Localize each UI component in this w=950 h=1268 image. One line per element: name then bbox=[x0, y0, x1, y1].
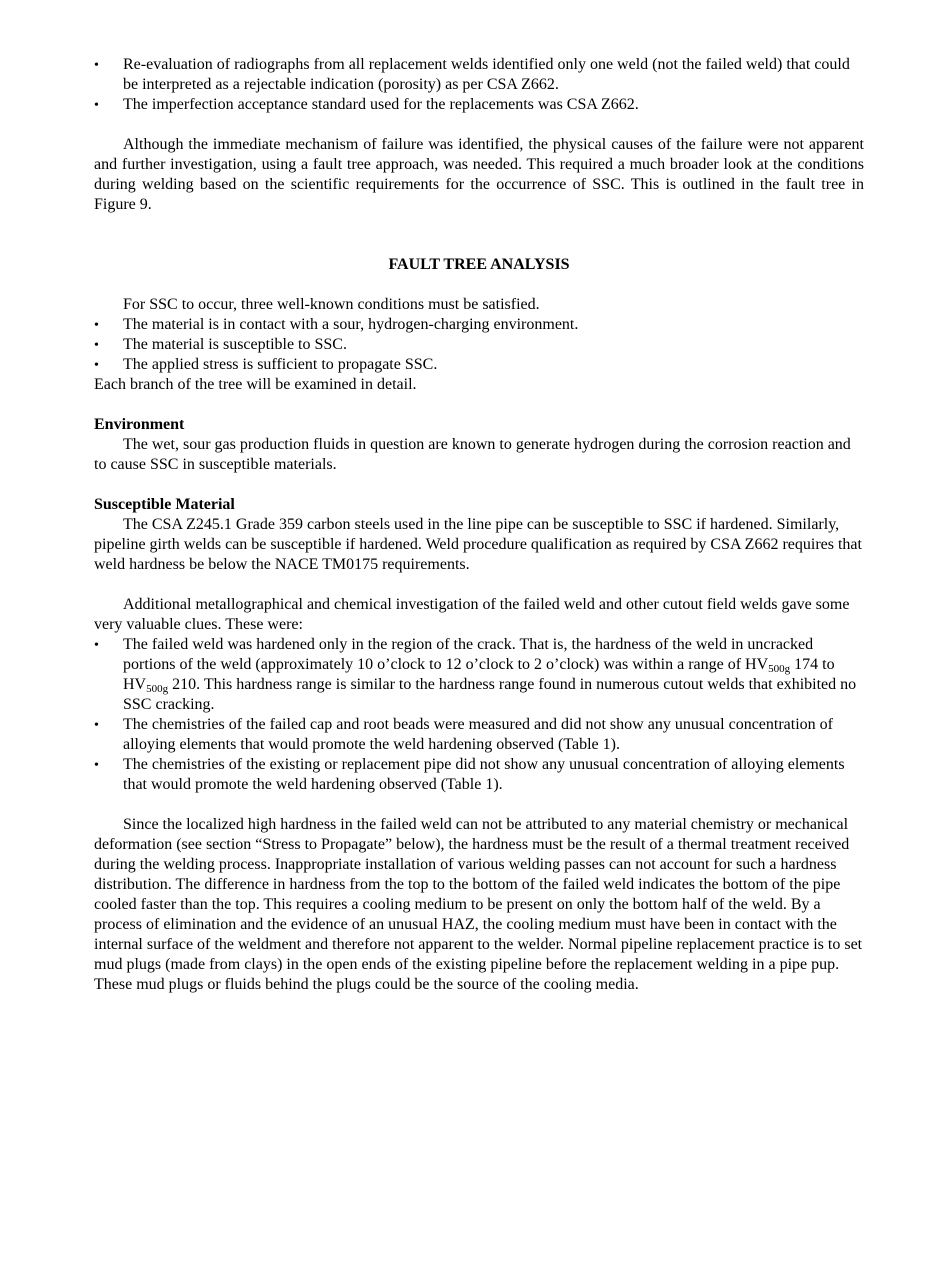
list-item bbox=[94, 355, 864, 375]
list-item bbox=[94, 95, 864, 115]
conditions-list bbox=[94, 315, 864, 375]
bullet-icon bbox=[94, 95, 123, 116]
list-item bbox=[94, 755, 864, 795]
bullet-text: The chemistries of the existing or replacement pipe did not show any unusual concentration of alloying elements that would promote the weld hardening observed (Table 1). bbox=[123, 756, 845, 793]
document-page bbox=[94, 55, 864, 995]
bullet-text: The material is susceptible to SSC. bbox=[123, 336, 347, 353]
environment-heading: Environment bbox=[94, 416, 185, 433]
bullet-icon bbox=[94, 355, 123, 376]
bullet-icon bbox=[94, 55, 123, 76]
bullet-icon bbox=[94, 755, 123, 776]
intro-bullet-list bbox=[94, 55, 864, 115]
bullet-text: The applied stress is sufficient to propagate SSC. bbox=[123, 356, 438, 373]
clues-list bbox=[94, 635, 864, 795]
list-item bbox=[94, 635, 864, 715]
bullet-icon bbox=[94, 715, 123, 736]
conclusion-paragraph: Since the localized high hardness in the failed weld can not be attributed to any material chemistry or mechanical deformation (see section “Stress to Propagate” below), the hardness must be the result of a thermal treatment received during the welding process. Inappropriate installation of various welding passes can not account for such a hardness distribution. The difference in hardness from the top to the bottom of the failed weld indicates the bottom of the pipe cooled faster than the top. This requires a cooling medium to be present on only the bottom half of the weld. By a process of elimination and the evidence of an unusual HAZ, the cooling medium must have been in contact with the internal surface of the weldment and therefore not apparent to the welder. Normal pipeline replacement practice is to set mud plugs (made from clays) in the open ends of the existing pipeline before the replacement welding in a pipe pup. These mud plugs or fluids behind the plugs could be the source of the cooling media. bbox=[94, 816, 863, 993]
subscript-load: 500g bbox=[768, 663, 791, 675]
bullet-icon bbox=[94, 335, 123, 356]
list-item bbox=[94, 335, 864, 355]
list-item bbox=[94, 315, 864, 335]
susceptible-material-heading: Susceptible Material bbox=[94, 496, 235, 513]
bullet-icon bbox=[94, 315, 123, 336]
subscript-load: 500g bbox=[146, 683, 169, 695]
clue1-part3: 210. This hardness range is similar to the hardness range found in numerous cutout welds that exhibited no SSC cracking. bbox=[123, 676, 857, 713]
bullet-text: The chemistries of the failed cap and root beads were measured and did not show any unusual concentration of alloying elements that would promote the weld hardening observed (Table 1). bbox=[123, 716, 833, 753]
fault-tree-closing: Each branch of the tree will be examined in detail. bbox=[94, 376, 417, 393]
bullet-text: The material is in contact with a sour, hydrogen-charging environment. bbox=[123, 316, 579, 333]
list-item bbox=[94, 55, 864, 95]
bullet-text: Re-evaluation of radiographs from all replacement welds identified only one weld (not the failed weld) that could be interpreted as a rejectable indication (porosity) as per CSA Z662. bbox=[123, 56, 850, 93]
environment-text: The wet, sour gas production fluids in question are known to generate hydrogen during the corrosion reaction and to cause SSC in susceptible materials. bbox=[94, 436, 851, 473]
clues-intro: Additional metallographical and chemical investigation of the failed weld and other cutout field welds gave some very valuable clues. These were: bbox=[94, 596, 850, 633]
fault-tree-heading: FAULT TREE ANALYSIS bbox=[388, 256, 570, 273]
clue1-part2: 174 to HV bbox=[123, 656, 835, 693]
bullet-text: The imperfection acceptance standard used for the replacements was CSA Z662. bbox=[123, 96, 639, 113]
bullet-icon bbox=[94, 635, 123, 656]
list-item bbox=[94, 715, 864, 755]
fault-tree-lead: For SSC to occur, three well-known conditions must be satisfied. bbox=[123, 296, 540, 313]
clue1-part1: The failed weld was hardened only in the region of the crack. That is, the hardness of the weld in uncracked portions of the weld (approximately 10 o’clock to 12 o’clock to 2 o’clock) was within a range of HV bbox=[123, 636, 814, 673]
susceptible-material-text: The CSA Z245.1 Grade 359 carbon steels used in the line pipe can be susceptible to SSC if hardened. Similarly, pipeline girth welds can be susceptible if hardened. Weld procedure qualification as required by CSA Z662 requires that weld hardness be below the NACE TM0175 requirements. bbox=[94, 516, 862, 573]
intro-paragraph: Although the immediate mechanism of failure was identified, the physical causes of the failure were not apparent and further investigation, using a fault tree approach, was needed. This required a much broader look at the conditions during welding based on the scientific requirements for the occurrence of SSC. This is outlined in the fault tree in Figure 9. bbox=[94, 136, 864, 213]
bullet-text bbox=[123, 636, 856, 713]
